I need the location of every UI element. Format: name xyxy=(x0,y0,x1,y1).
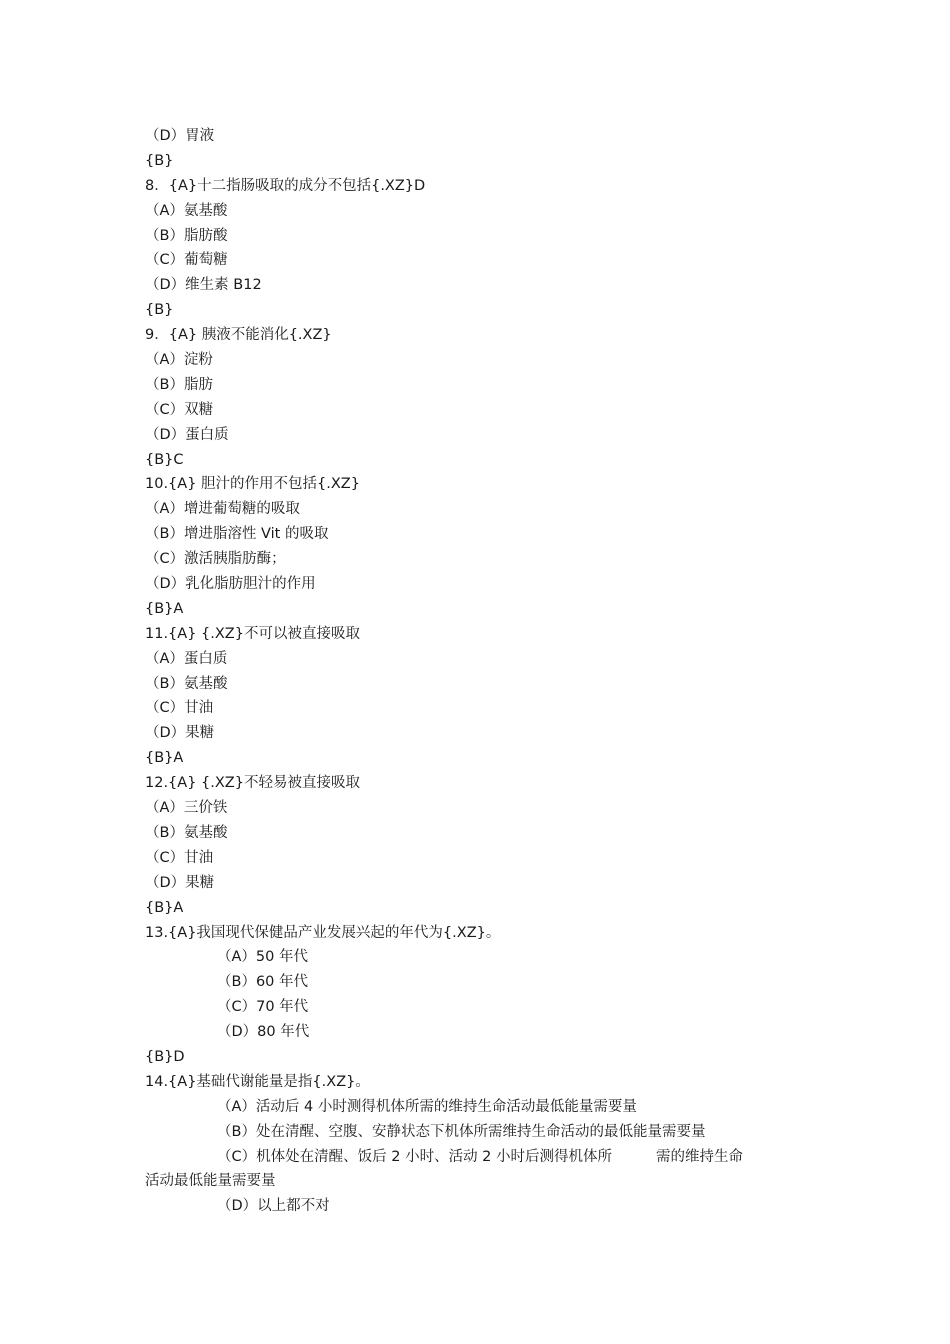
option-b: （B）处在清醒、空腹、安静状态下机体所需维持生命活动的最低能量需要量 xyxy=(217,1123,706,1140)
option-d: （D）蛋白质 xyxy=(145,426,229,443)
option-a: （A）活动后 4 小时测得机体所需的维持生命活动最低能量需要量 xyxy=(217,1098,637,1115)
answer-marker: {B} xyxy=(145,302,174,319)
option-a: （A）增进葡萄糖的吸取 xyxy=(145,501,300,518)
question-12: 12.{A} {.XZ}不轻易被直接吸取 xyxy=(145,775,360,792)
option-d: （D）果糖 xyxy=(145,725,215,742)
option-c-part-1: （C）机体处在清醒、饭后 2 小时、活动 2 小时后测得机体所 xyxy=(217,1148,613,1165)
option-b: （B）氨基酸 xyxy=(145,675,228,692)
option-b: （B）增进脂溶性 Vit 的吸取 xyxy=(145,526,329,543)
option-c: （C）甘油 xyxy=(145,700,214,717)
option-b: （B）脂肪 xyxy=(145,376,213,393)
option-c: （C）双糖 xyxy=(145,401,214,418)
option-a: （A）50 年代 xyxy=(217,949,308,966)
option-c-part-2: 需的维持生命 xyxy=(656,1148,744,1165)
answer-marker: {B}A xyxy=(145,750,184,767)
option-d: （D）乳化脂肪胆汁的作用 xyxy=(145,576,316,593)
text-line: {B} xyxy=(145,152,174,169)
option-b: （B）60 年代 xyxy=(217,974,309,991)
option-c: （C）葡萄糖 xyxy=(145,252,228,269)
option-d: （D）果糖 xyxy=(145,874,215,891)
option-b: （B）氨基酸 xyxy=(145,824,228,841)
option-c: （C）激活胰脂肪酶； xyxy=(145,551,286,568)
option-a: （A）淀粉 xyxy=(145,352,213,369)
question-9: 9．{A} 胰液不能消化{.XZ} xyxy=(145,327,332,344)
question-14: 14.{A}基础代谢能量是指{.XZ}。 xyxy=(145,1073,370,1090)
option-c: （C）70 年代 xyxy=(217,999,309,1016)
option-d: （D）维生素 B12 xyxy=(145,277,262,294)
option-b: （B）脂肪酸 xyxy=(145,227,228,244)
option-a: （A）三价铁 xyxy=(145,800,228,817)
option-a: （A）蛋白质 xyxy=(145,650,228,667)
option-d: （D）以上都不对 xyxy=(217,1198,330,1215)
text-line: （D）胃液 xyxy=(145,128,215,144)
answer-marker: {B}D xyxy=(145,1048,185,1065)
option-d: （D）80 年代 xyxy=(217,1024,310,1041)
option-c: （C）甘油 xyxy=(145,849,214,866)
question-13: 13.{A}我国现代保健品产业发展兴起的年代为{.XZ}。 xyxy=(145,924,501,941)
option-c-continuation: 活动最低能量需要量 xyxy=(145,1173,276,1190)
answer-marker: {B}A xyxy=(145,899,184,916)
answer-marker: {B}C xyxy=(145,451,184,468)
question-10: 10.{A} 胆汁的作用不包括{.XZ} xyxy=(145,476,360,493)
question-8: 8．{A}十二指肠吸取的成分不包括{.XZ}D xyxy=(145,177,426,194)
question-11: 11.{A} {.XZ}不可以被直接吸取 xyxy=(145,625,360,642)
option-a: （A）氨基酸 xyxy=(145,202,228,219)
answer-marker: {B}A xyxy=(145,600,184,617)
document-body xyxy=(145,124,810,1219)
option-c xyxy=(145,1145,810,1170)
